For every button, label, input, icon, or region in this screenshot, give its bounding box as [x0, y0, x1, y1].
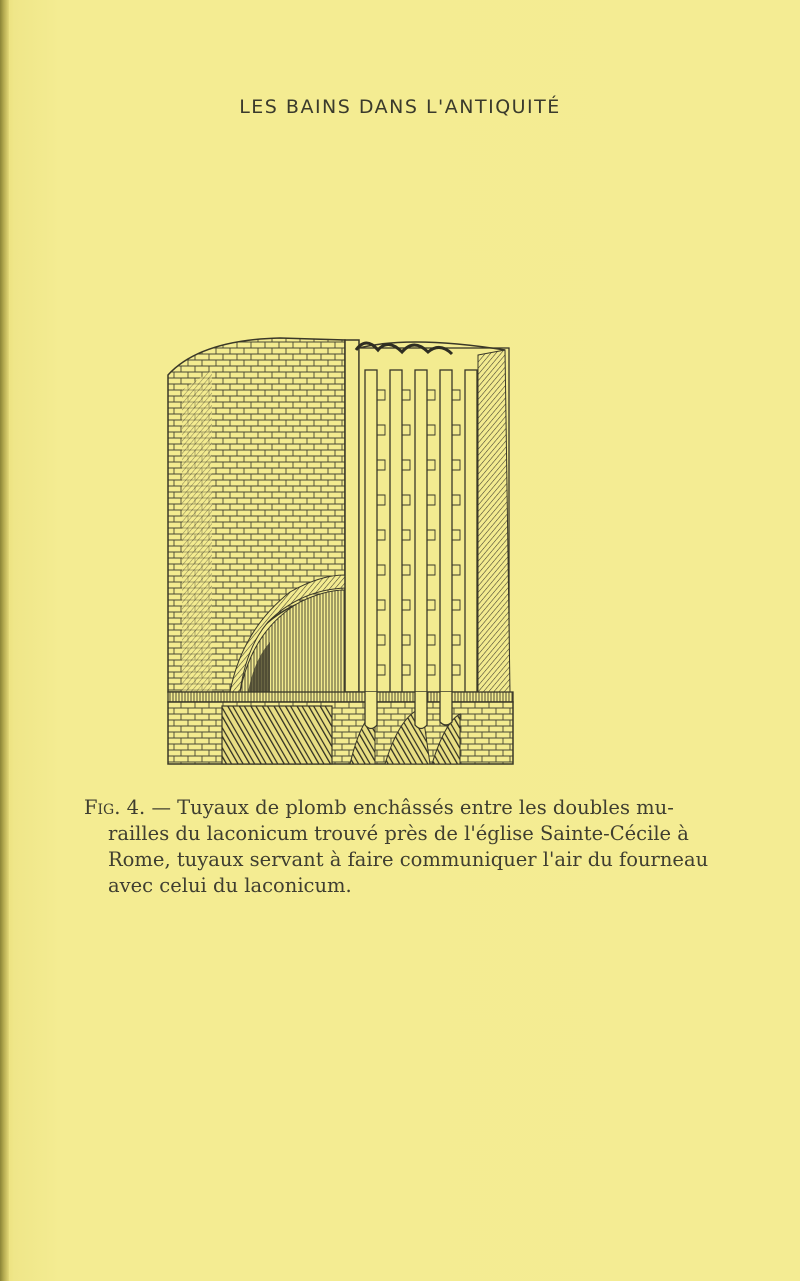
caption-line-1: Fig. 4. — Tuyaux de plomb enchâssés entre les doubles mu-: [84, 796, 674, 819]
caption-line-2: railles du laconicum trouvé près de l'église Sainte-Cécile à: [108, 822, 689, 845]
book-spine-shadow: [0, 0, 9, 1281]
caption-line-3: Rome, tuyaux servant à faire communiquer l'air du fourneau: [108, 848, 709, 871]
figure-label: Fig.: [84, 796, 121, 819]
figure-caption: [84, 795, 709, 899]
laconicum-illustration: [160, 330, 520, 768]
caption-line-4: avec celui du laconicum.: [108, 874, 352, 897]
running-head: LES BAINS DANS L'ANTIQUITÉ: [239, 96, 561, 118]
